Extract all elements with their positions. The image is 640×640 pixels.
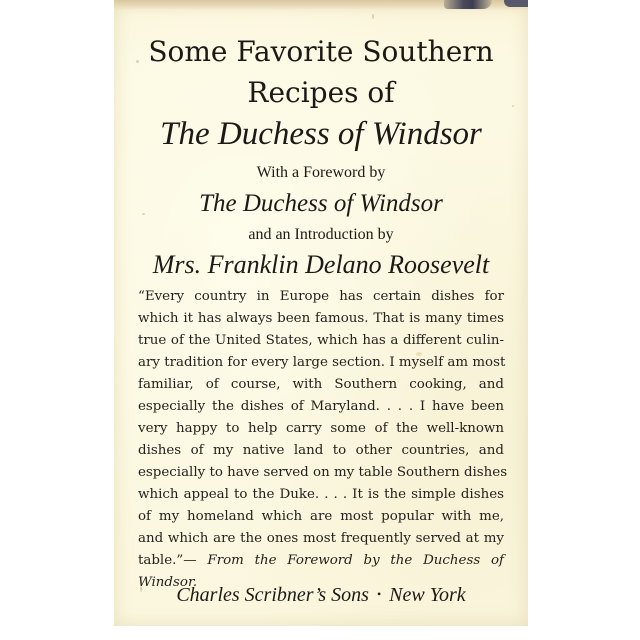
quote-line: familiar, of course, with Southern cooking, and [138,377,504,392]
quote-line: of my homeland which are most popular with me, [138,509,504,524]
publisher-city: New York [389,584,466,606]
quote-line: which appeal to the Duke. . . . It is the simple dishes [138,487,504,502]
title-line-3: The Duchess of Windsor [160,116,482,152]
foreword-author: The Duchess of Windsor [199,190,443,217]
quote-line: which it has always been famous. That is many times [138,311,504,326]
introduction-label: and an Introduction by [248,226,394,243]
quote-attribution-end: Windsor. [138,575,198,590]
introduction-author: Mrs. Franklin Delano Roosevelt [152,250,490,279]
quote-line: especially to have served on my table Southern dishes [138,465,508,480]
title-line-1: Some Favorite Southern [148,35,494,68]
quote-line: especially the dishes of Maryland. . . . I have been [138,399,504,414]
torn-corner [444,0,492,9]
book-jacket-page [114,0,528,626]
quote-attribution: From the Foreword by the Duchess of [207,553,504,568]
quote-closing: table.”— [138,553,197,568]
foreword-quote [138,286,508,594]
title-line-2: Recipes of [247,76,395,109]
publisher-imprint [114,584,528,607]
publisher-name: Charles Scribner’s Sons [176,584,369,606]
quote-line: “Every country in Europe has certain dishes for [138,289,504,304]
quote-line: ary tradition for every large section. I myself am most [138,355,506,370]
quote-line: and which are the ones most frequently served at my [138,531,504,546]
separator-ornament-icon: • [376,587,382,601]
quote-line: dishes of my native land to other countries, and [138,443,504,458]
quote-attribution-line [138,550,504,572]
torn-corner-edge [504,0,528,7]
foreword-label: With a Foreword by [256,164,386,181]
paper-speck [372,14,374,19]
quote-line: very happy to help carry some of the well-known [138,421,504,436]
quote-line: true of the United States, which has a different culin- [138,333,504,348]
